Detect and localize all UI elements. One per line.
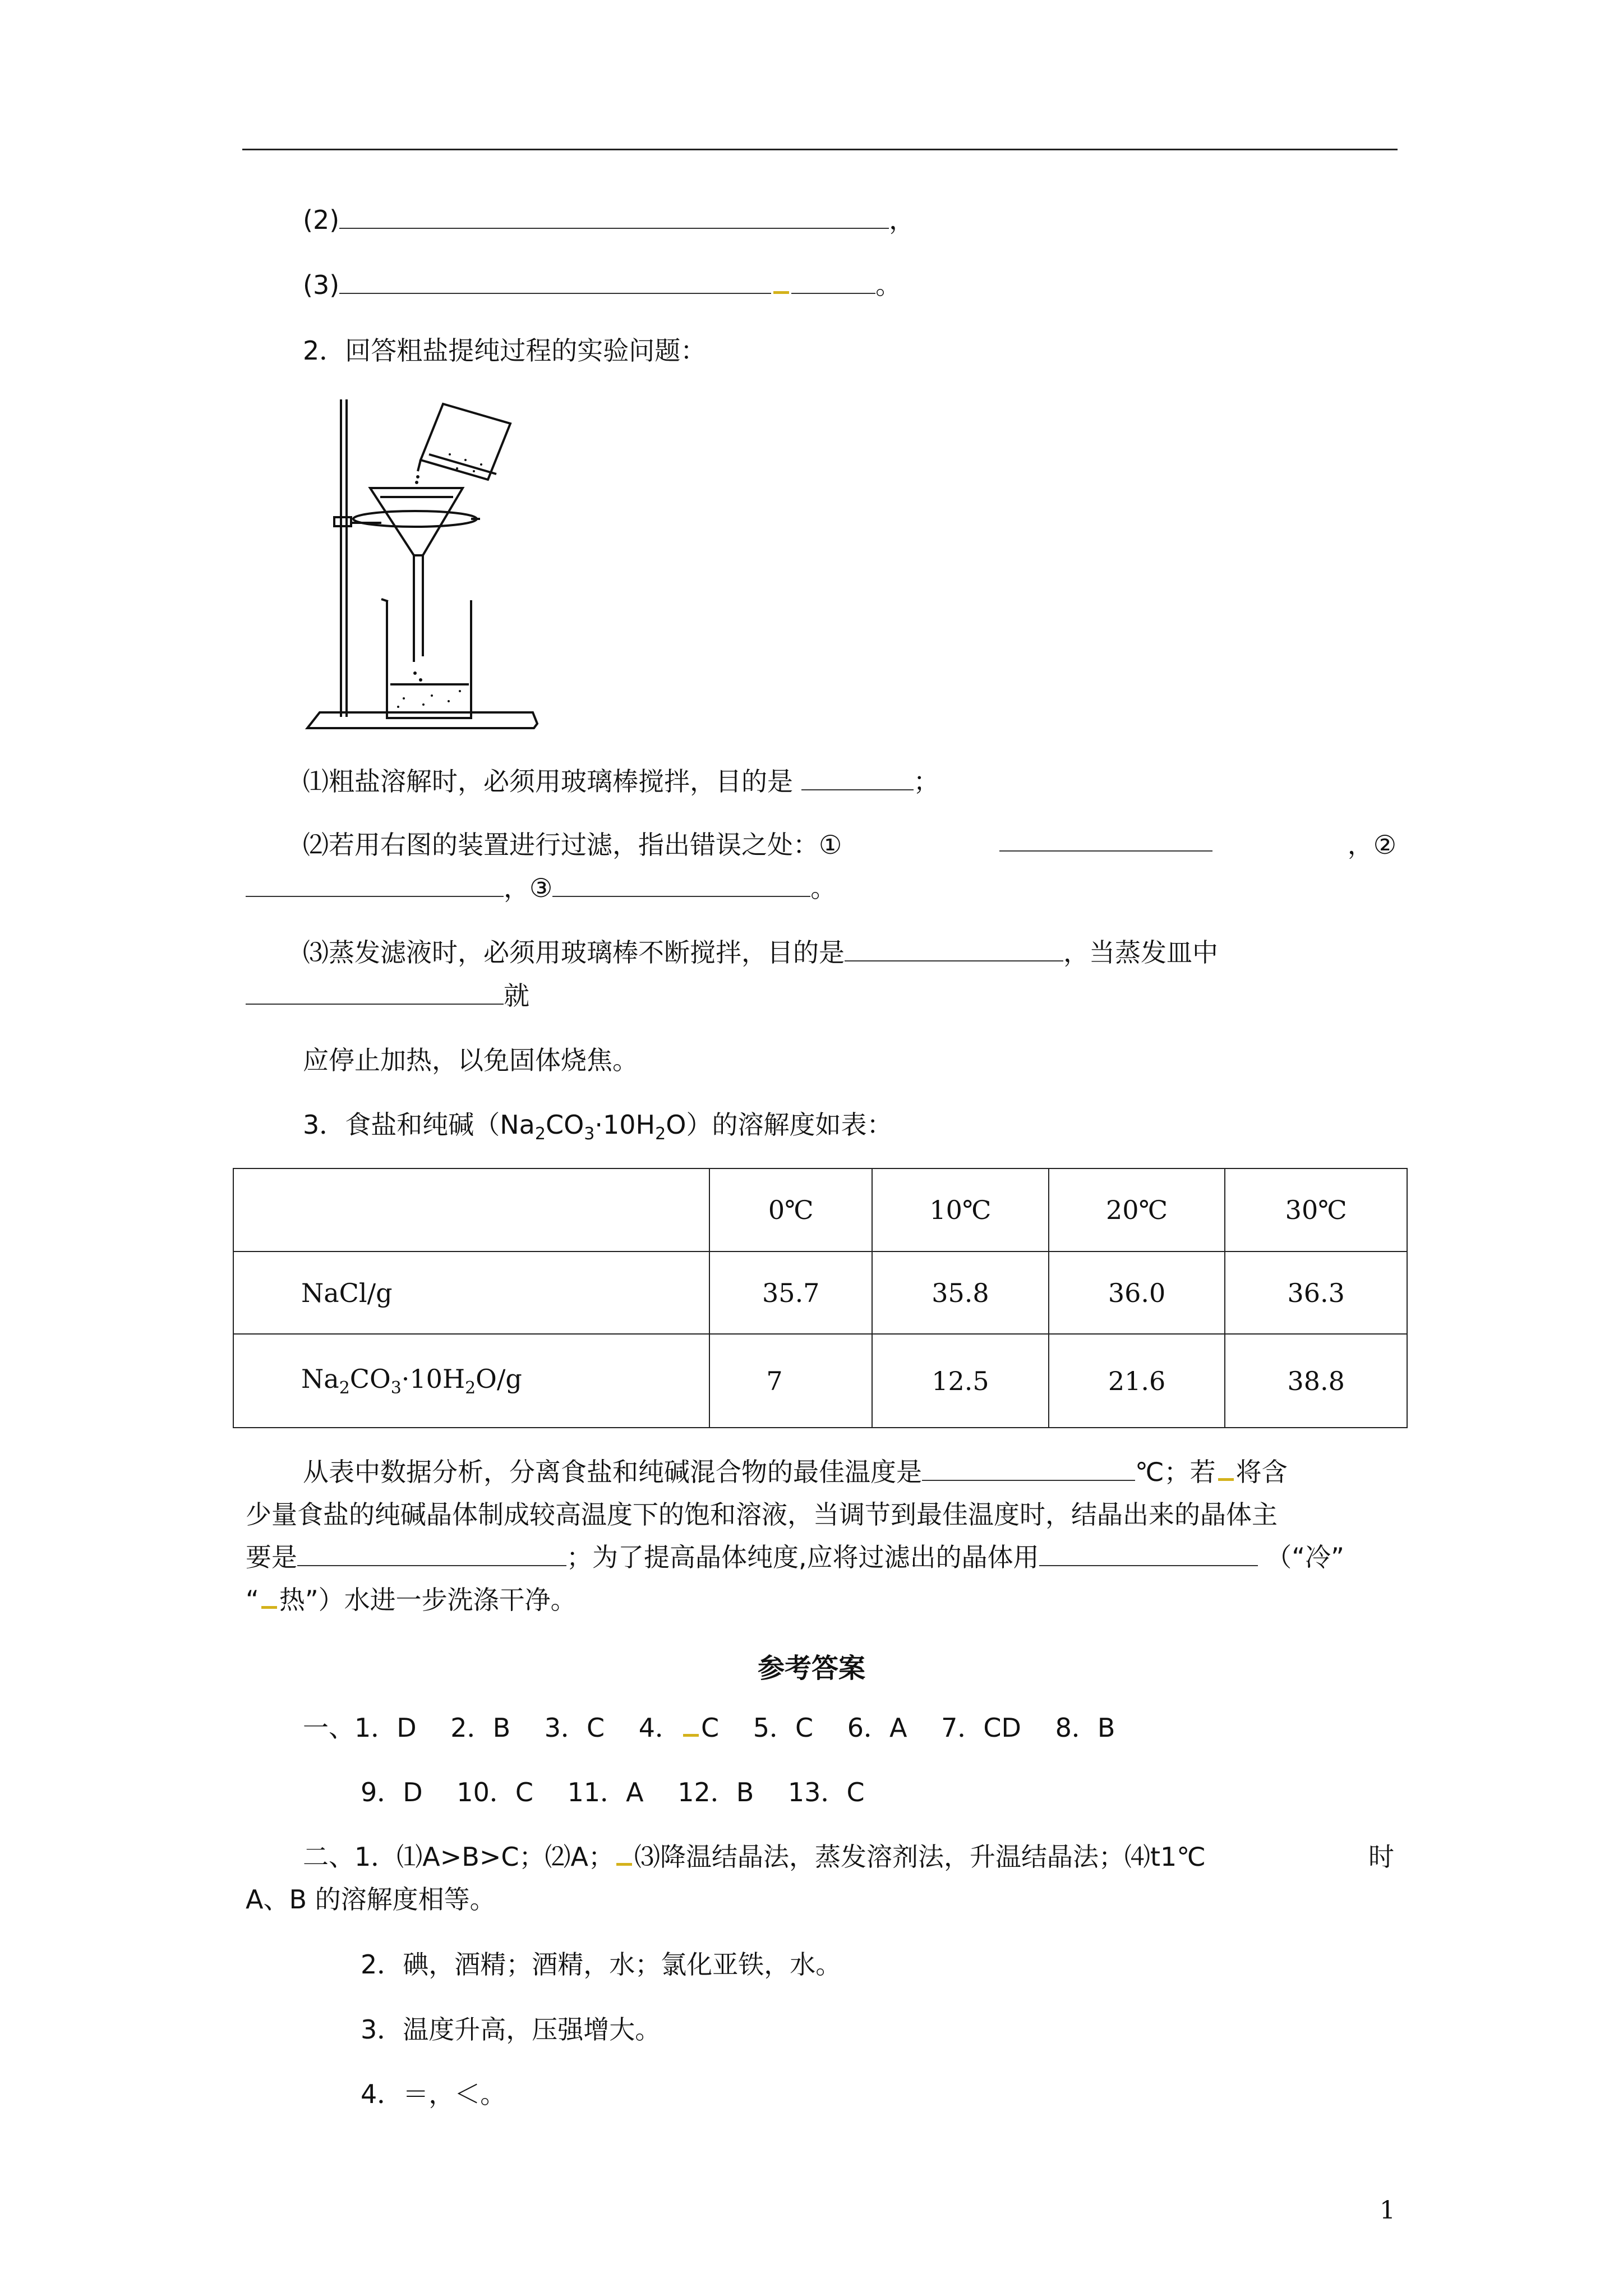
q2-sub-2-line2: ，③ 。 [246,871,836,905]
table-row [233,1251,1407,1335]
answers-line-2: 9．D 10．C 11．A 12．B 13．C [361,1777,865,1807]
table-header-cell [233,1168,709,1251]
row-label: NaCl/g [233,1251,709,1335]
q1-item-2: (2) ， [303,205,915,235]
page-number: 1 [1380,2196,1395,2225]
table-cell: 21.6 [1049,1334,1225,1428]
table-header-row [233,1168,1407,1251]
answer-blank[interactable] [246,981,504,1005]
q2-sub-3-line2: 就 [246,979,529,1013]
answer-blank[interactable] [922,1457,1135,1481]
table-cell: 38.8 [1225,1334,1407,1428]
row-label: $Na_2CO_3\cdot 10H_2O/g$ [233,1334,709,1428]
answer-blank[interactable] [1039,1543,1258,1566]
q1-item-3: (3) 。 [303,270,902,300]
answers-line-1: 一、1．D 2．B 3．C 4． C 5．C 6．A 7．CD 8．B [303,1713,1115,1743]
answers-line-3-end: 时 [1368,1842,1394,1872]
answer-blank[interactable] [999,828,1212,852]
answers-line-4: A、B 的溶解度相等。 [246,1884,496,1915]
answer-blank[interactable] [339,270,771,294]
table-header-cell: 20℃ [1049,1168,1225,1251]
table-cell: 7 [709,1334,872,1428]
answer-blank[interactable] [339,205,889,229]
answers-title: 参考答案 [757,1653,865,1684]
table-cell: 35.7 [709,1251,872,1335]
q3-para-line4: “ 热”）水进一步洗涤干净。 [246,1585,577,1615]
solubility-table [233,1168,1408,1428]
q3-heading: 3．食盐和纯碱$(Na_2CO_3\cdot 10H_2O)$的溶解度如表： [303,1110,893,1144]
highlight-mark [1218,1478,1234,1481]
answers-line-6: 3．温度升高，压强增大。 [361,2014,661,2045]
answer-blank[interactable] [801,767,914,790]
table-row [233,1334,1407,1428]
header-rule [242,149,1398,150]
answer-blank[interactable] [246,873,504,897]
table-cell: 12.5 [872,1334,1049,1428]
highlight-mark [773,291,789,294]
q2-heading: 2．回答粗盐提纯过程的实验问题： [303,335,707,366]
q3-para-line2: 少量食盐的纯碱晶体制成较高温度下的饱和溶液，当调节到最佳温度时，结晶出来的晶体主 [246,1499,1278,1530]
q2-sub-2-line1: ⑵若用右图的装置进行过滤，指出错误之处：① ，② [303,828,1396,862]
answers-line-5: 2．碘，酒精；酒精，水；氯化亚铁，水。 [361,1949,842,1980]
answer-blank[interactable] [845,938,1063,961]
answer-blank[interactable] [297,1543,566,1566]
table-header-cell: 30℃ [1225,1168,1407,1251]
q3-para-line1: 从表中数据分析，分离食盐和纯碱混合物的最佳温度是 ℃；若 将含 [303,1457,1288,1487]
q2-sub-1: ⑴粗盐溶解时，必须用玻璃棒搅拌，目的是 ； [303,766,939,797]
q3-para-line3: 要是 ；为了提高晶体纯度,应将过滤出的晶体用 （“冷” [246,1542,1344,1572]
table-header-cell: 0℃ [709,1168,872,1251]
q2-sub-3-line1: ⑶蒸发滤液时，必须用玻璃棒不断搅拌，目的是 ，当蒸发皿中 [303,937,1218,968]
answers-line-3: 二、1．⑴A>B>C；⑵A； ⑶降温结晶法，蒸发溶剂法，升温结晶法；⑷t1℃ [303,1842,1206,1872]
answer-blank[interactable] [552,873,810,897]
answers-line-7: 4．＝，＜。 [361,2079,506,2109]
answer-blank[interactable] [791,270,875,294]
table-cell: 35.8 [872,1251,1049,1335]
highlight-mark [261,1606,277,1609]
q2-sub-3-line3: 应停止加热，以免固体烧焦。 [303,1045,638,1075]
filtration-apparatus-diagram [303,393,550,729]
highlight-mark [683,1734,699,1737]
table-cell: 36.0 [1049,1251,1225,1335]
table-cell: 36.3 [1225,1251,1407,1335]
highlight-mark [616,1863,632,1866]
table-header-cell: 10℃ [872,1168,1049,1251]
